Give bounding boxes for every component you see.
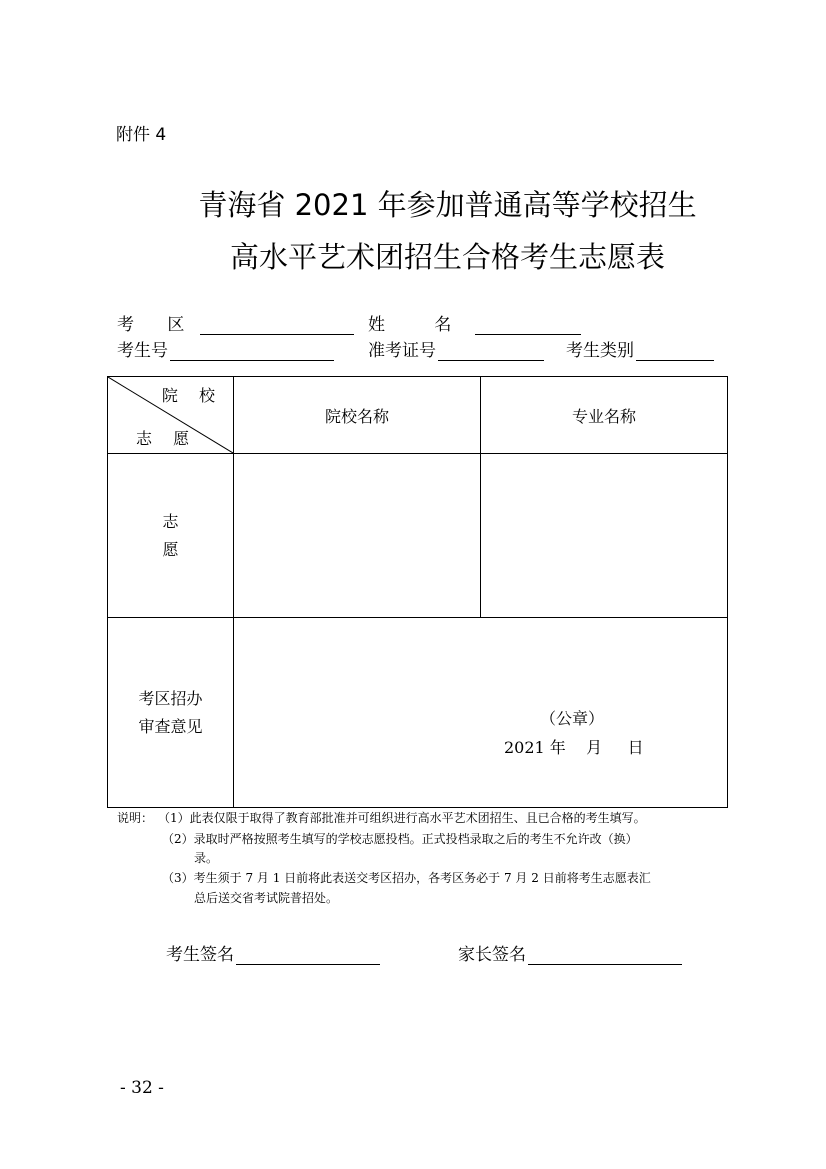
note-2-cont: 录。 bbox=[194, 851, 219, 865]
admission-no-blank[interactable] bbox=[438, 340, 544, 361]
school-name-input-cell[interactable] bbox=[234, 454, 481, 618]
title-line-2: 高水平艺术团招生合格考生志愿表 bbox=[229, 240, 665, 274]
field-candidate-type-label: 考生类别 bbox=[566, 341, 634, 361]
corner-cell bbox=[108, 377, 234, 454]
review-label-cell bbox=[108, 618, 234, 808]
header-school-name: 院校名称 bbox=[234, 377, 481, 454]
field-admission-no bbox=[368, 336, 544, 361]
candidate-type-blank[interactable] bbox=[636, 340, 714, 361]
choice-label-char-2: 愿 bbox=[162, 539, 179, 559]
name-blank[interactable] bbox=[475, 314, 581, 335]
exam-area-blank[interactable] bbox=[200, 314, 354, 335]
review-date: 2021 年 月 日 bbox=[504, 738, 644, 757]
field-candidate-no bbox=[117, 336, 334, 361]
official-seal-label: （公章） bbox=[540, 709, 605, 728]
field-candidate-type bbox=[566, 336, 714, 361]
corner-top-label: 院 校 bbox=[161, 386, 223, 405]
choice-label-cell bbox=[108, 454, 234, 618]
corner-bottom-label: 志 愿 bbox=[136, 429, 198, 448]
notes-label: 说明： bbox=[117, 811, 154, 825]
header-major-name: 专业名称 bbox=[481, 377, 728, 454]
note-1: （1）此表仅限于取得了教育部批准并可组织进行高水平艺术团招生、且已合格的考生填写。 bbox=[158, 811, 646, 825]
field-exam-area-label: 考 区 bbox=[117, 315, 199, 335]
review-label-line-2: 审查意见 bbox=[138, 716, 203, 736]
review-label-line-1: 考区招办 bbox=[138, 688, 203, 708]
candidate-signature bbox=[166, 940, 380, 965]
field-name-label: 姓 名 bbox=[368, 315, 474, 335]
note-3: （3）考生须于 7 月 1 日前将此表送交考区招办，各考区务必于 7 月 2 日前将考生志愿表汇 bbox=[162, 871, 651, 885]
field-name bbox=[368, 310, 581, 335]
major-name-input-cell[interactable] bbox=[481, 454, 728, 618]
candidate-signature-label: 考生签名 bbox=[166, 945, 234, 965]
candidate-signature-blank[interactable] bbox=[236, 944, 380, 965]
field-candidate-no-label: 考生号 bbox=[117, 341, 168, 361]
review-opinion-cell[interactable] bbox=[234, 618, 728, 808]
parent-signature bbox=[458, 940, 682, 965]
field-exam-area bbox=[117, 310, 354, 335]
page-number: - 32 - bbox=[120, 1078, 164, 1098]
candidate-no-blank[interactable] bbox=[170, 340, 334, 361]
parent-signature-label: 家长签名 bbox=[458, 945, 526, 965]
title-line-1: 青海省 2021 年参加普通高等学校招生 bbox=[198, 188, 697, 222]
note-2: （2）录取时严格按照考生填写的学校志愿投档。正式投档录取之后的考生不允许改（换） bbox=[162, 832, 638, 846]
choice-label-char-1: 志 bbox=[162, 511, 179, 531]
attachment-label: 附件 4 bbox=[116, 125, 167, 145]
parent-signature-blank[interactable] bbox=[528, 944, 682, 965]
field-admission-no-label: 准考证号 bbox=[368, 341, 436, 361]
note-3-cont: 总后送交省考试院普招处。 bbox=[194, 891, 339, 905]
